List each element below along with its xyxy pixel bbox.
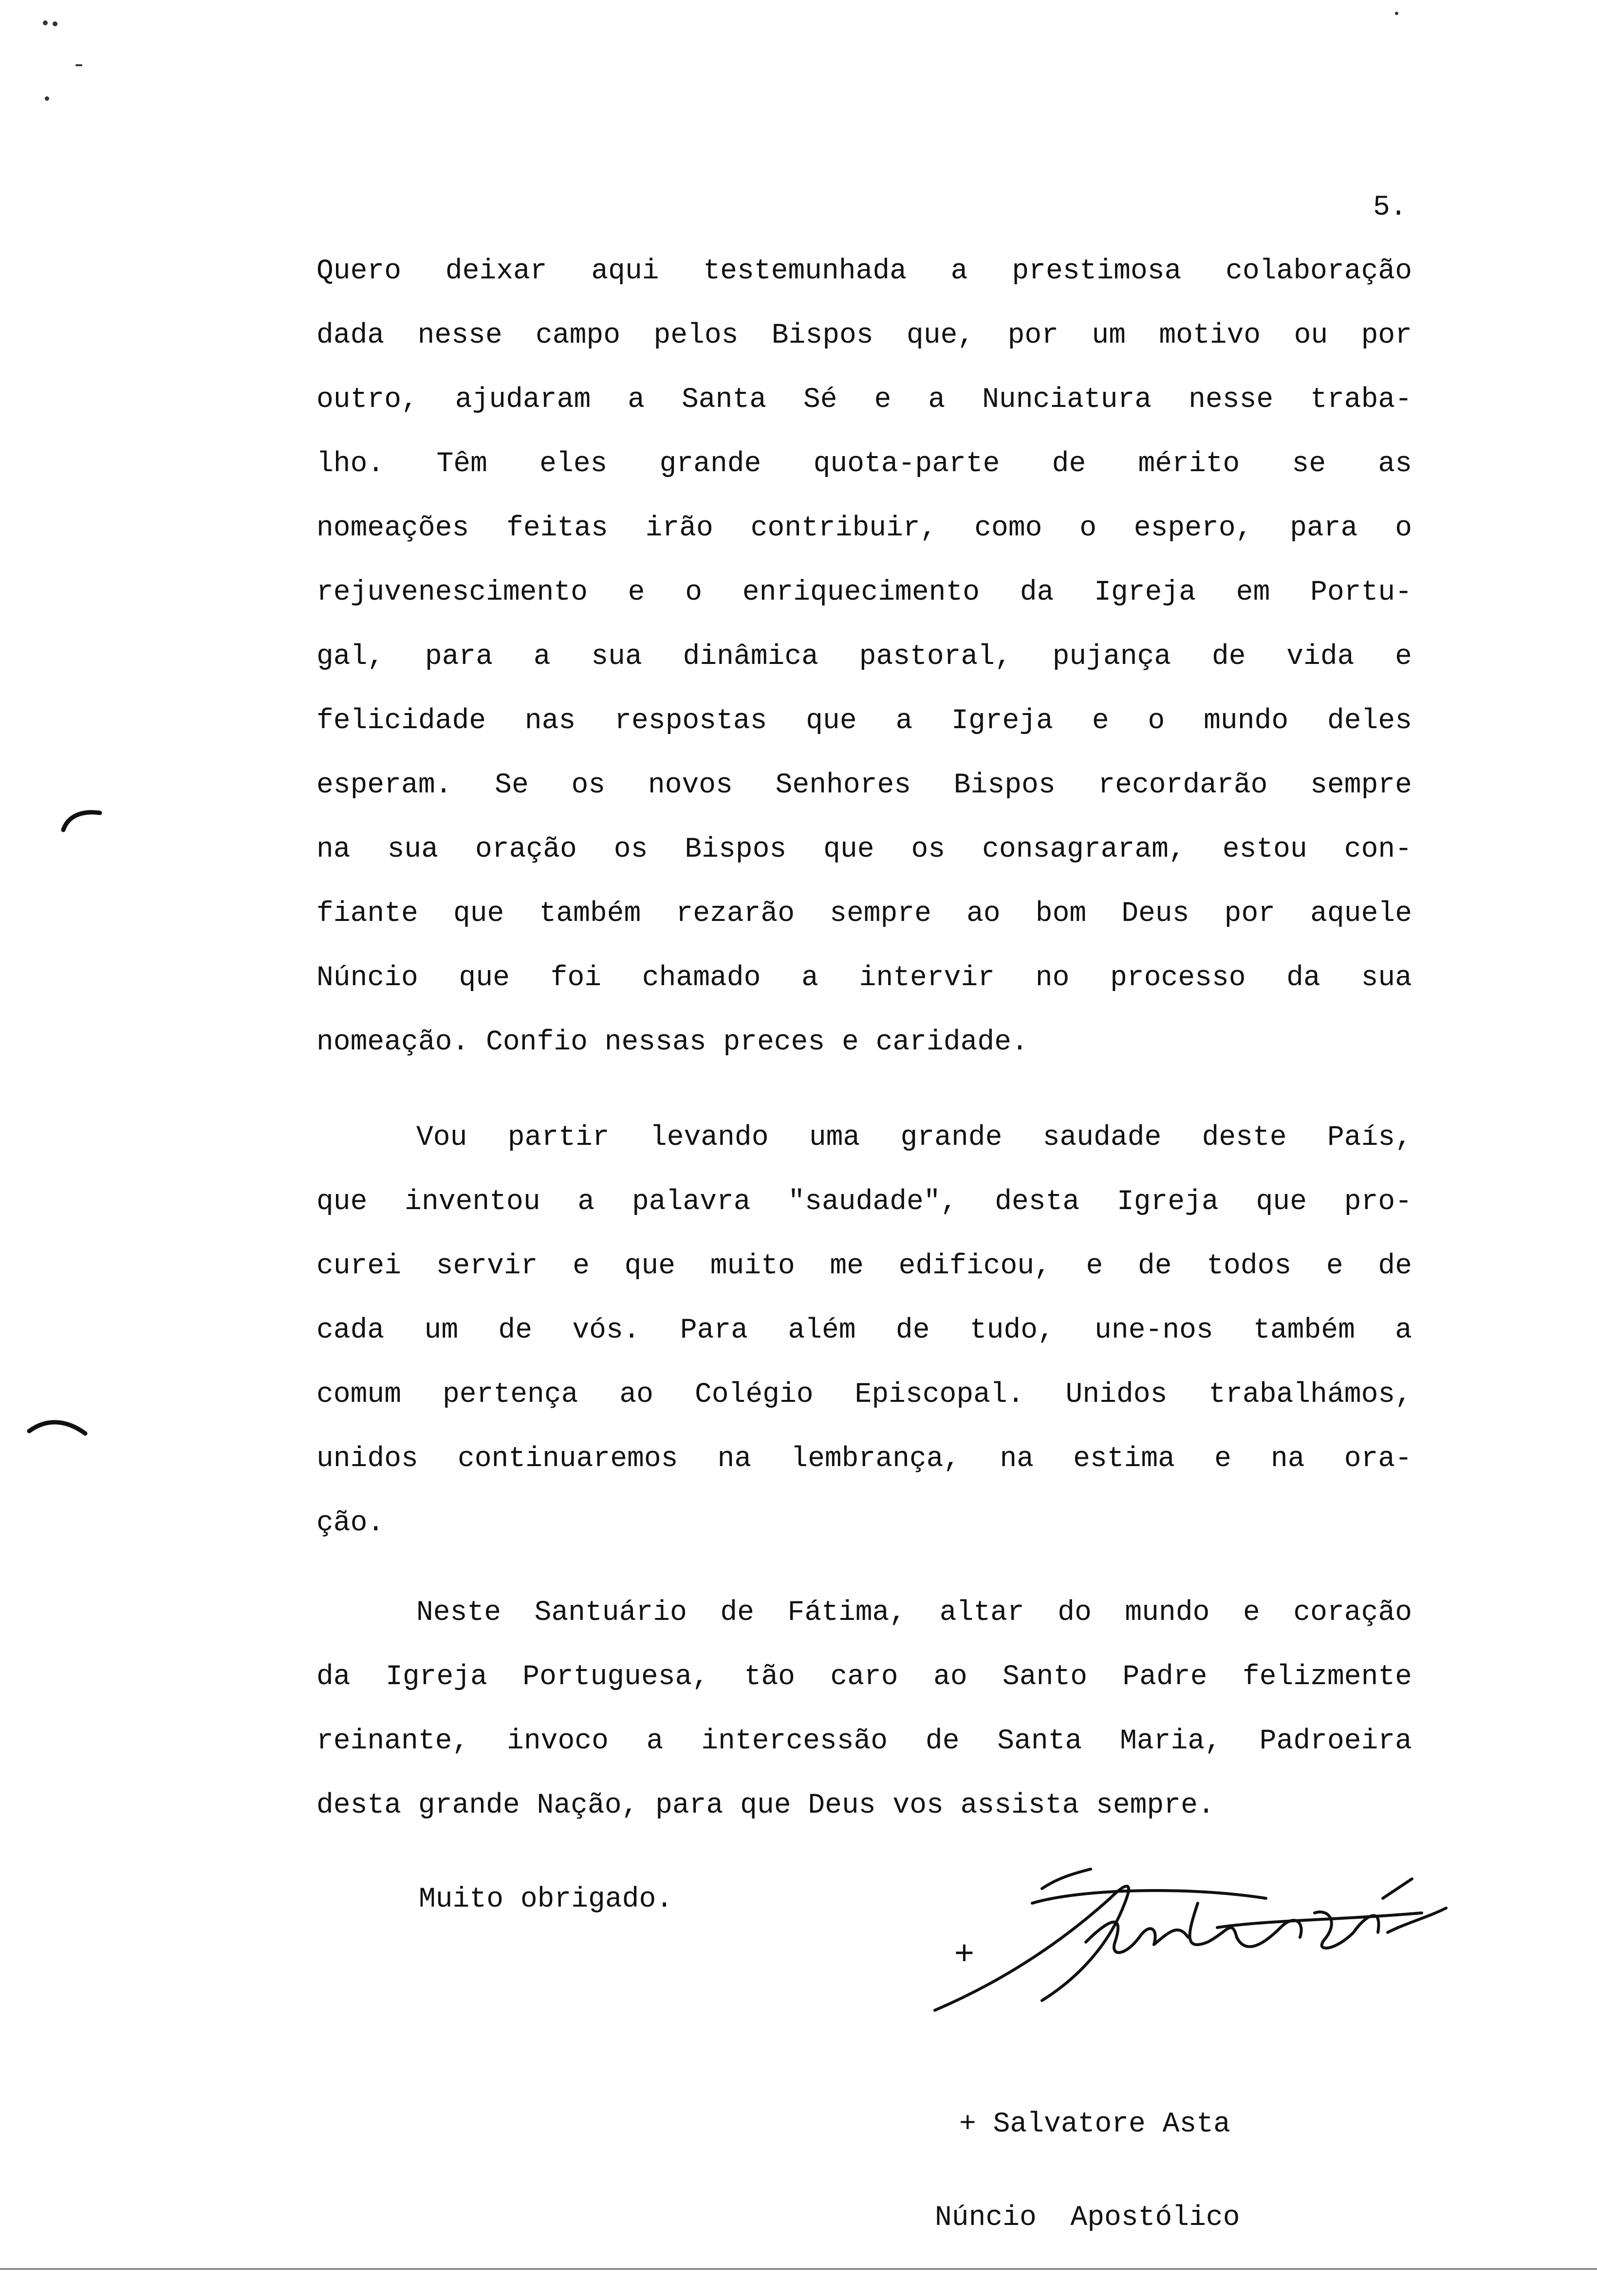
scan-edge-line	[0, 2268, 1597, 2270]
closing-line: Muito obrigado.	[419, 1884, 673, 1915]
scan-speck	[45, 96, 49, 101]
text-line: cada um de vós. Para além de tudo, une-nos também a	[316, 1315, 1412, 1346]
text-line: rejuvenescimento e o enriquecimento da Igreja em Portu-	[316, 577, 1412, 608]
text-line: esperam. Se os novos Senhores Bispos recordarão sempre	[316, 770, 1412, 801]
text-line: curei servir e que muito me edificou, e de todos e de	[316, 1250, 1412, 1282]
text-line: desta grande Nação, para que Deus vos assista sempre.	[316, 1790, 1215, 1821]
scan-speck	[1395, 12, 1398, 15]
text-line: reinante, invoco a intercessão de Santa Maria, Padroeira	[316, 1726, 1412, 1757]
text-line: Vou partir levando uma grande saudade deste País,	[416, 1122, 1412, 1154]
text-line: lho. Têm eles grande quota-parte de mérito se as	[316, 448, 1412, 480]
text-line: gal, para a sua dinâmica pastoral, pujança de vida e	[316, 641, 1412, 673]
text-line: na sua oração os Bispos que os consagraram, estou con-	[316, 834, 1412, 865]
scan-speck	[75, 64, 82, 66]
scan-speck	[53, 21, 57, 26]
text-line: dada nesse campo pelos Bispos que, por um motivo ou por	[316, 320, 1412, 351]
text-line: da Igreja Portuguesa, tão caro ao Santo Padre felizmente	[316, 1661, 1412, 1693]
text-line: Núncio que foi chamado a intervir no processo da sua	[316, 962, 1412, 994]
text-line: nomeações feitas irão contribuir, como o espero, para o	[316, 513, 1412, 544]
punch-hole-mark	[24, 1412, 93, 1441]
text-line: felicidade nas respostas que a Igreja e o mundo deles	[316, 705, 1412, 737]
scan-speck	[43, 20, 48, 25]
punch-hole-mark	[58, 803, 107, 832]
text-line: que inventou a palavra "saudade", desta Igreja que pro-	[316, 1186, 1412, 1218]
text-line: comum pertença ao Colégio Episcopal. Unidos trabalhámos,	[316, 1379, 1412, 1411]
signature	[896, 1859, 1470, 2025]
signatory-title: Núncio Apostólico	[935, 2202, 1240, 2234]
text-line: nomeação. Confio nessas preces e caridade.	[316, 1027, 1028, 1058]
text-line: fiante que também rezarão sempre ao bom Deus por aquele	[316, 898, 1412, 930]
text-line: Quero deixar aqui testemunhada a prestimosa colaboração	[316, 256, 1412, 287]
signatory-block	[935, 2047, 1240, 2296]
text-line: Neste Santuário de Fátima, altar do mundo e coração	[416, 1597, 1412, 1629]
text-line: ção.	[316, 1507, 385, 1539]
text-line: unidos continuaremos na lembrança, na estima e na ora-	[316, 1443, 1412, 1475]
text-line: outro, ajudaram a Santa Sé e a Nunciatura nesse traba-	[316, 384, 1412, 416]
signatory-name: + Salvatore Asta	[959, 2109, 1230, 2140]
page-number: 5.	[1373, 192, 1407, 223]
signature-cross-mark: +	[954, 1933, 974, 1971]
